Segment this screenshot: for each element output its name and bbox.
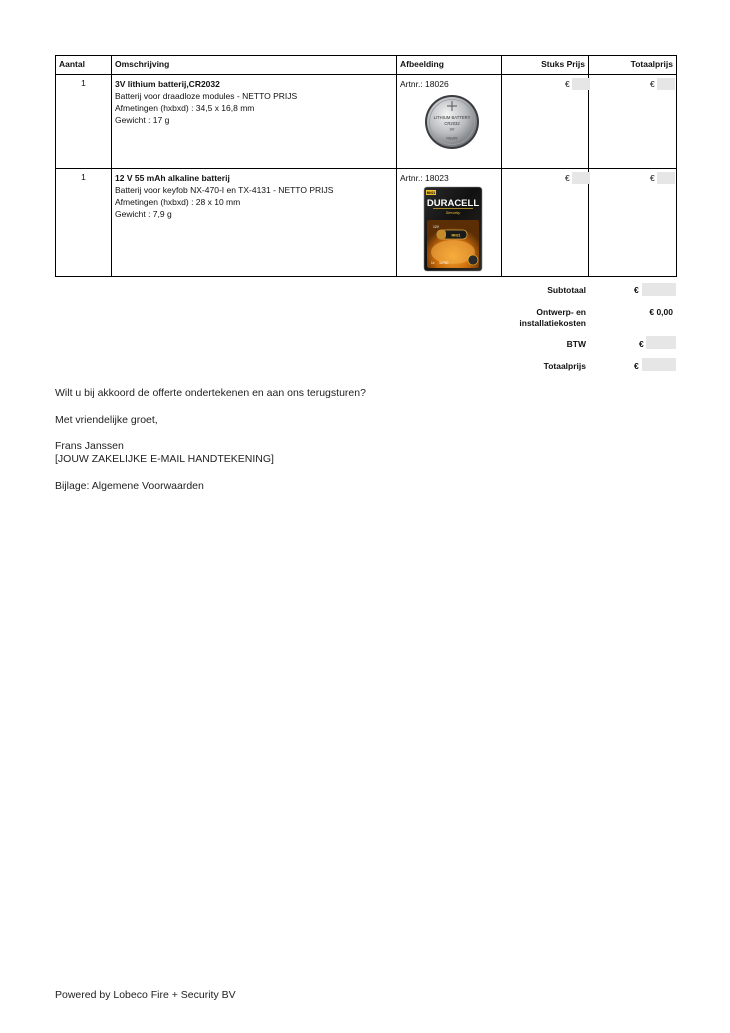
- row-total-price: [589, 75, 677, 169]
- product-weight: Gewicht : 7,9 g: [115, 209, 172, 219]
- header-image: Afbeelding: [397, 56, 502, 75]
- attachment-note: Bijlage: Algemene Voorwaarden: [55, 480, 204, 492]
- table-header-row: [56, 56, 677, 75]
- product-weight: Gewicht : 17 g: [115, 115, 170, 125]
- svg-text:1x: 1x: [431, 261, 435, 265]
- row-unit-price: [502, 75, 589, 169]
- summary-vat: [500, 336, 676, 350]
- subtotal-field[interactable]: [642, 283, 676, 296]
- svg-text:12V: 12V: [433, 225, 440, 229]
- row-description: [112, 169, 397, 277]
- vat-field[interactable]: [646, 336, 676, 349]
- vat-label: BTW: [566, 339, 586, 349]
- total-field[interactable]: [642, 358, 676, 371]
- approval-question: Wilt u bij akkoord de offerte ondertekenen en aan ons terugsturen?: [55, 387, 366, 399]
- product-dimensions: Afmetingen (hxbxd) : 34,5 x 16,8 mm: [115, 103, 255, 113]
- svg-text:3V: 3V: [449, 126, 455, 132]
- header-unit-price: Stuks Prijs: [502, 56, 589, 75]
- summary-subtotal: [500, 283, 676, 297]
- product-name: 3V lithium batterij,CR2032: [115, 79, 220, 89]
- currency-symbol: €: [565, 173, 570, 183]
- summary-installation: [500, 306, 676, 330]
- row-qty: 1: [56, 169, 112, 277]
- row-qty: 1: [56, 75, 112, 169]
- table-row: [56, 169, 677, 277]
- svg-text:MN21: MN21: [451, 233, 461, 238]
- table-row: [56, 75, 677, 169]
- currency-symbol: €: [565, 79, 570, 89]
- row-total-price: [589, 169, 677, 277]
- row-description: [112, 75, 397, 169]
- product-detail: Batterij voor keyfob NX-470-I en TX-4131 - NETTO PRIJS: [115, 185, 334, 195]
- powered-by-footer: Powered by Lobeco Fire + Security BV: [55, 989, 236, 1001]
- row-image-cell: [397, 75, 502, 169]
- vat-currency: €: [639, 339, 644, 349]
- product-detail: Batterij voor draadloze modules - NETTO PRIJS: [115, 91, 298, 101]
- svg-text:3LR50: 3LR50: [439, 261, 449, 265]
- svg-text:DURACELL: DURACELL: [426, 198, 480, 209]
- product-name: 12 V 55 mAh alkaline batterij: [115, 173, 230, 183]
- price-field[interactable]: [572, 78, 590, 90]
- row-image-cell: [397, 169, 502, 277]
- header-total-price: Totaalprijs: [589, 56, 677, 75]
- installation-value: € 0,00: [649, 307, 673, 317]
- greeting: Met vriendelijke groet,: [55, 414, 158, 426]
- svg-text:LITHIUM BATTERY: LITHIUM BATTERY: [433, 115, 471, 120]
- price-field[interactable]: [572, 172, 590, 184]
- duracell-package-image: [423, 186, 483, 272]
- svg-text:Security: Security: [445, 210, 461, 215]
- row-unit-price: [502, 169, 589, 277]
- sender-name: Frans Janssen: [55, 440, 124, 452]
- svg-text:JAPAN: JAPAN: [446, 136, 458, 140]
- svg-text:MN21: MN21: [426, 191, 436, 195]
- summary-total: [500, 358, 676, 372]
- total-label: Totaalprijs: [543, 361, 586, 371]
- total-currency: €: [634, 361, 639, 371]
- header-description: Omschrijving: [112, 56, 397, 75]
- article-number: Artnr.: 18023: [400, 173, 449, 183]
- coin-cell-battery-image: [424, 94, 480, 150]
- subtotal-label: Subtotaal: [547, 285, 586, 295]
- product-dimensions: Afmetingen (hxbxd) : 28 x 10 mm: [115, 197, 241, 207]
- price-field[interactable]: [657, 172, 675, 184]
- price-field[interactable]: [657, 78, 675, 90]
- subtotal-currency: €: [634, 285, 639, 295]
- svg-text:CR2032: CR2032: [444, 121, 460, 126]
- article-number: Artnr.: 18026: [400, 79, 449, 89]
- email-signature: [JOUW ZAKELIJKE E-MAIL HANDTEKENING]: [55, 453, 274, 465]
- currency-symbol: €: [650, 173, 655, 183]
- quote-table: [55, 55, 677, 277]
- currency-symbol: €: [650, 79, 655, 89]
- header-qty: Aantal: [56, 56, 112, 75]
- installation-label: Ontwerp- en installatiekosten: [519, 307, 586, 328]
